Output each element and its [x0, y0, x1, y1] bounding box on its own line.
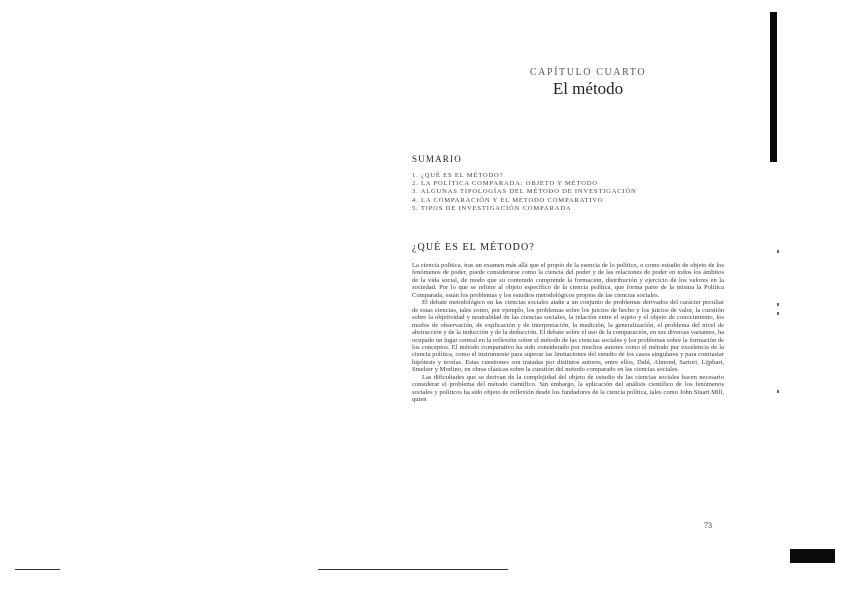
chapter-title: El método	[552, 79, 624, 98]
scan-tick	[777, 390, 779, 393]
scan-bottom-left-line	[15, 569, 60, 570]
scan-bottom-center-line	[318, 569, 508, 570]
summary-item: 4. LA COMPARACIÓN Y EL MÉTODO COMPARATIVO	[412, 196, 604, 204]
chapter-label: CAPÍTULO CUARTO	[529, 67, 647, 78]
summary-item: 2. LA POLÍTICA COMPARADA: OBJETO Y MÉTODO	[412, 180, 598, 188]
scan-tick	[777, 312, 779, 315]
summary-heading: SUMARIO	[412, 154, 462, 164]
book-page	[412, 62, 724, 542]
summary-item: 3. ALGUNAS TIPOLOGÍAS DEL MÉTODO DE INVESTIGACIÓN	[412, 188, 637, 196]
body-paragraph: El debate metodológico en las ciencias sociales atañe a un conjunto de problemas derivados del carácter peculiar de estas ciencias, tales como, por ejemplo, los problemas sobre los juicios de hecho y los juicios de valor, la cuestión sobre la objetividad y neutralidad de las ciencias sociales, la relación entre el sujeto y el objeto de conocimiento, los modos de observación, de explicación y de interpretación, la medición, la generalización, el problema del nivel de abstracción y de la inducción y de la deducción. El debate sobre el uso de la comparación, en sus diversas variantes, ha ocupado un lugar central en la reflexión sobre el método de las ciencias sociales y los problemas sobre la formación de los conceptos. El método comparativo ha sido considerado por muchos autores como el método por excelencia de la ciencia política, como el instrumento para superar las limitaciones del estudio de los casos singulares y para contrastar hipótesis y teorías. Estas cuestiones son tratadas por distintos autores, entre ellos, Dahl, Almond, Sartori, Lijphart, Smelser y Morlino, en obras clásicas sobre la cuestión del método comparado en las ciencias sociales.	[412, 299, 724, 374]
body-text	[412, 262, 724, 532]
scan-corner-block	[790, 549, 835, 563]
body-paragraph: La ciencia política, tras un examen más allá que el propio de la esencia de lo político, o como estudio de objeto de los fenómenos de poder, puede considerarse como la ciencia del poder y de las relaciones de poder en todos los ámbitos de la vida social, de modo que su contenido comprende la formación, distribución y ejercicio de los valores en la sociedad. Por lo que se refiere al objeto específico de la ciencia política, que forma parte de la misma la Política Comparada, están los problemas y los estudios metodológicos propios de las ciencias sociales.	[412, 262, 724, 299]
section-heading: ¿QUÉ ES EL MÉTODO?	[412, 242, 535, 253]
scan-tick	[777, 303, 779, 306]
scan-tick	[777, 250, 779, 253]
summary-item: 1. ¿QUÉ ES EL MÉTODO?	[412, 172, 504, 179]
summary-list	[412, 172, 724, 213]
scan-edge-bar	[770, 12, 777, 162]
summary-item: 5. TIPOS DE INVESTIGACIÓN COMPARADA	[412, 204, 572, 212]
page-number: 73	[704, 521, 712, 530]
body-paragraph: Las dificultades que se derivan de la complejidad del objeto de estudio de las ciencias sociales hacen necesario considerar el problema del método científico. Sin embargo, la aplicación del análisis científico de los fenómenos sociales y políticos ha sido objeto de reflexión desde los fundadores de la ciencia política, tales como John Stuart Mill, quien	[412, 373, 724, 404]
